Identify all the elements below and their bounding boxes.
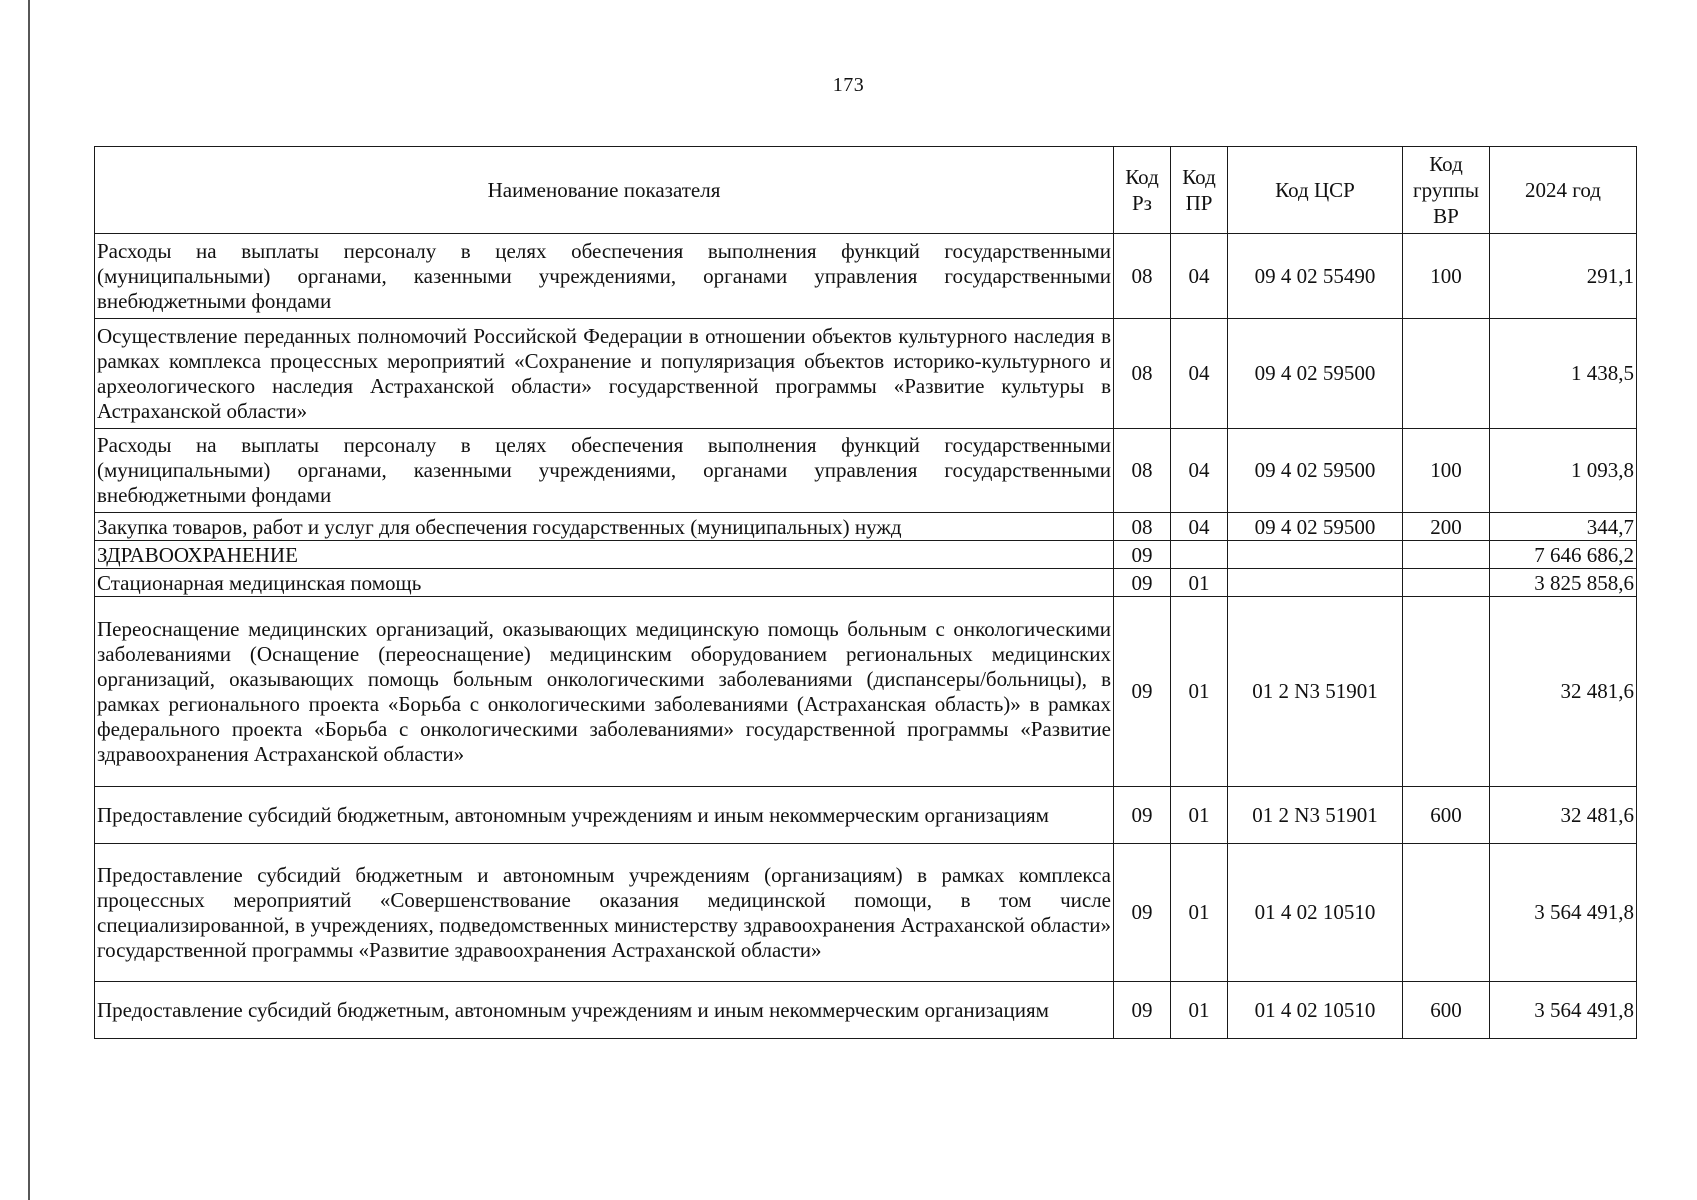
row-rz: 09 [1114, 787, 1171, 844]
table-row [95, 234, 1637, 319]
table-row [95, 513, 1637, 541]
row-name: ЗДРАВООХРАНЕНИЕ [95, 541, 1114, 569]
row-vr [1403, 597, 1490, 787]
row-rz: 09 [1114, 982, 1171, 1039]
row-csr: 09 4 02 59500 [1228, 319, 1403, 429]
row-pr: 01 [1171, 787, 1228, 844]
row-vr [1403, 569, 1490, 597]
row-name: Осуществление переданных полномочий Российской Федерации в отношении объектов культурного наследия в рамках комплекса процессных мероприятий «Сохранение и популяризация объектов историко-культурного и археологического наследия Астраханской области» государственной программы «Развитие культуры в Астраханской области» [95, 319, 1114, 429]
header-year: 2024 год [1490, 147, 1637, 234]
table-header-row [95, 147, 1637, 234]
row-name: Предоставление субсидий бюджетным, автономным учреждениям и иным некоммерческим организациям [95, 982, 1114, 1039]
row-rz: 09 [1114, 844, 1171, 982]
row-amount: 3 564 491,8 [1490, 982, 1637, 1039]
table-row [95, 541, 1637, 569]
row-pr: 01 [1171, 569, 1228, 597]
row-name: Переоснащение медицинских организаций, оказывающих медицинскую помощь больным с онкологическими заболеваниями (Оснащение (переоснащение) медицинским оборудованием региональных медицинских организаций, оказывающих помощь больным онкологическими заболеваниями (диспансеры/больницы), в рамках регионального проекта «Борьба с онкологическими заболеваниями (Астраханская область)» в рамках федерального проекта «Борьба с онкологическими заболеваниями» государственной программы «Развитие здравоохранения Астраханской области» [95, 597, 1114, 787]
row-pr: 04 [1171, 234, 1228, 319]
row-vr: 200 [1403, 513, 1490, 541]
row-csr: 09 4 02 59500 [1228, 513, 1403, 541]
row-rz: 08 [1114, 513, 1171, 541]
header-pr: Код ПР [1171, 147, 1228, 234]
row-amount: 3 825 858,6 [1490, 569, 1637, 597]
row-amount: 32 481,6 [1490, 787, 1637, 844]
row-name: Закупка товаров, работ и услуг для обеспечения государственных (муниципальных) нужд [95, 513, 1114, 541]
row-pr: 01 [1171, 844, 1228, 982]
row-csr [1228, 569, 1403, 597]
row-pr [1171, 541, 1228, 569]
row-csr: 01 4 02 10510 [1228, 844, 1403, 982]
row-rz: 09 [1114, 569, 1171, 597]
table-row [95, 569, 1637, 597]
budget-table [94, 146, 1637, 1039]
table-row [95, 787, 1637, 844]
table-row [95, 319, 1637, 429]
row-rz: 08 [1114, 319, 1171, 429]
table-row [95, 429, 1637, 513]
row-amount: 344,7 [1490, 513, 1637, 541]
header-vr: Код группы ВР [1403, 147, 1490, 234]
scan-edge-line [28, 0, 30, 1200]
row-amount: 291,1 [1490, 234, 1637, 319]
table-row [95, 844, 1637, 982]
table-row [95, 982, 1637, 1039]
row-csr: 01 2 N3 51901 [1228, 597, 1403, 787]
row-rz: 09 [1114, 541, 1171, 569]
row-vr: 100 [1403, 234, 1490, 319]
row-amount: 7 646 686,2 [1490, 541, 1637, 569]
row-name: Расходы на выплаты персоналу в целях обеспечения выполнения функций государственными (муниципальными) органами, казенными учреждениями, органами управления государственными внебюджетными фондами [95, 429, 1114, 513]
row-csr: 01 2 N3 51901 [1228, 787, 1403, 844]
row-vr [1403, 319, 1490, 429]
row-vr: 600 [1403, 787, 1490, 844]
page-number: 173 [832, 74, 865, 96]
header-rz: Код Рз [1114, 147, 1171, 234]
row-name: Стационарная медицинская помощь [95, 569, 1114, 597]
row-csr: 01 4 02 10510 [1228, 982, 1403, 1039]
row-amount: 32 481,6 [1490, 597, 1637, 787]
row-vr: 600 [1403, 982, 1490, 1039]
row-pr: 01 [1171, 982, 1228, 1039]
row-vr [1403, 844, 1490, 982]
row-name: Предоставление субсидий бюджетным, автономным учреждениям и иным некоммерческим организациям [95, 787, 1114, 844]
header-name: Наименование показателя [95, 147, 1114, 234]
row-pr: 04 [1171, 319, 1228, 429]
header-csr: Код ЦСР [1228, 147, 1403, 234]
row-pr: 04 [1171, 513, 1228, 541]
row-csr: 09 4 02 55490 [1228, 234, 1403, 319]
row-rz: 09 [1114, 597, 1171, 787]
row-pr: 01 [1171, 597, 1228, 787]
row-csr: 09 4 02 59500 [1228, 429, 1403, 513]
row-amount: 1 093,8 [1490, 429, 1637, 513]
row-vr [1403, 541, 1490, 569]
row-rz: 08 [1114, 234, 1171, 319]
row-amount: 1 438,5 [1490, 319, 1637, 429]
row-csr [1228, 541, 1403, 569]
row-pr: 04 [1171, 429, 1228, 513]
row-vr: 100 [1403, 429, 1490, 513]
row-rz: 08 [1114, 429, 1171, 513]
row-name: Предоставление субсидий бюджетным и автономным учреждениям (организациям) в рамках комплекса процессных мероприятий «Совершенствование оказания медицинской помощи, в том числе специализированной, в учреждениях, подведомственных министерству здравоохранения Астраханской области» государственной программы «Развитие здравоохранения Астраханской области» [95, 844, 1114, 982]
row-name: Расходы на выплаты персоналу в целях обеспечения выполнения функций государственными (муниципальными) органами, казенными учреждениями, органами управления государственными внебюджетными фондами [95, 234, 1114, 319]
table-row [95, 597, 1637, 787]
row-amount: 3 564 491,8 [1490, 844, 1637, 982]
